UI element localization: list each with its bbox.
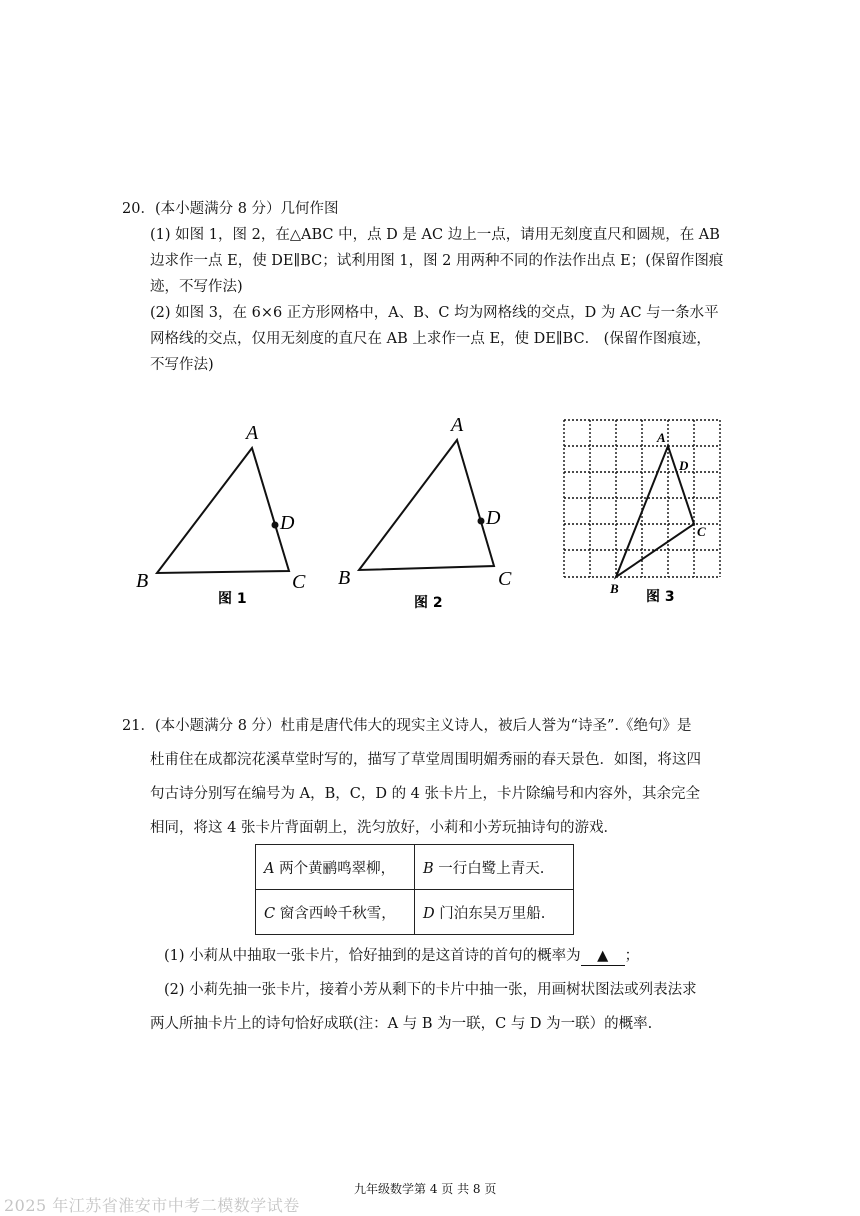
card-c: C 窗含西岭千秋雪， (256, 890, 415, 935)
q21-sub2-line1: (2) 小莉先抽一张卡片，接着小芳从剩下的卡片中抽一张，用画树状图法或列表法求 (164, 982, 697, 998)
figure-2 (338, 414, 512, 611)
label-a-1: A (246, 422, 259, 444)
label-b-1: B (136, 570, 149, 592)
label-a-2: A (451, 414, 464, 436)
label-b-2: B (338, 567, 351, 589)
figure-3 (564, 420, 720, 605)
page-footer: 九年级数学第 4 页 共 8 页 (354, 1182, 497, 1196)
watermark: 2025 年江苏省淮安市中考二模数学试卷 (4, 1196, 300, 1215)
label-b-3: B (610, 581, 619, 596)
label-c-2: C (498, 568, 512, 590)
q21-sub2-line2: 两人所抽卡片上的诗句恰好成联(注：A 与 B 为一联，C 与 D 为一联）的概率. (150, 1016, 653, 1032)
label-d-1: D (280, 512, 295, 534)
q21-line3: 句古诗分别写在编号为 A，B，C，D 的 4 张卡片上，卡片除编号和内容外，其余完全 (150, 786, 701, 802)
label-c-1: C (292, 571, 306, 593)
poem-cards-table (255, 844, 574, 935)
point-d-2 (478, 518, 485, 525)
q21-title: 21．(本小题满分 8 分）杜甫是唐代伟大的现实主义诗人，被后人誉为“诗圣”.《绝句》是 (122, 718, 692, 734)
figures-area (0, 400, 860, 620)
q20-part1-line1: (1) 如图 1，图 2，在△ABC 中，点 D 是 AC 边上一点，请用无刻度直尺和圆规，在 AB (150, 227, 720, 243)
q20-part2-line2: 网格线的交点，仅用无刻度的直尺在 AB 上求作一点 E，使 DE∥BC． (保留作图痕迹， (150, 331, 711, 347)
triangle-abc-1 (157, 448, 289, 573)
label-d-2: D (486, 507, 501, 529)
q21-sub1: (1) 小莉从中抽取一张卡片，恰好抽到的是这首诗的首句的概率为 ▲ ； (164, 948, 640, 964)
label-c-3: C (697, 524, 706, 539)
figure-1 (136, 422, 306, 607)
q21-line4: 相同，将这 4 张卡片背面朝上，洗匀放好，小莉和小芳玩抽诗句的游戏． (150, 820, 618, 836)
label-d-3: D (679, 458, 689, 473)
point-d-1 (272, 522, 279, 529)
caption-fig-1: 图 1 (218, 591, 247, 607)
q20-part2-line3: 不写作法) (150, 357, 214, 373)
caption-fig-3: 图 3 (646, 589, 675, 605)
triangle-abc-2 (359, 440, 494, 570)
answer-blank[interactable]: ▲ (581, 947, 625, 966)
label-a-3: A (657, 430, 666, 445)
card-b: B 一行白鹭上青天. (415, 845, 574, 890)
q20-title: 20．(本小题满分 8 分）几何作图 (122, 201, 339, 217)
card-a: A 两个黄鹂鸣翠柳， (256, 845, 415, 890)
q20-part1-line3: 迹，不写作法) (150, 279, 243, 295)
grid-lines (564, 420, 720, 577)
q20-part2-line1: (2) 如图 3，在 6×6 正方形网格中，A、B、C 均为网格线的交点，D 为 AC 与一条水平 (150, 305, 719, 321)
caption-fig-2: 图 2 (414, 595, 443, 611)
card-d: D 门泊东吴万里船. (415, 890, 574, 935)
q20-part1-line2: 边求作一点 E，使 DE∥BC；试利用图 1，图 2 用两种不同的作法作出点 E；(保留作图痕 (150, 253, 724, 269)
q21-line2: 杜甫住在成都浣花溪草堂时写的，描写了草堂周围明媚秀丽的春天景色．如图，将这四 (150, 752, 701, 768)
